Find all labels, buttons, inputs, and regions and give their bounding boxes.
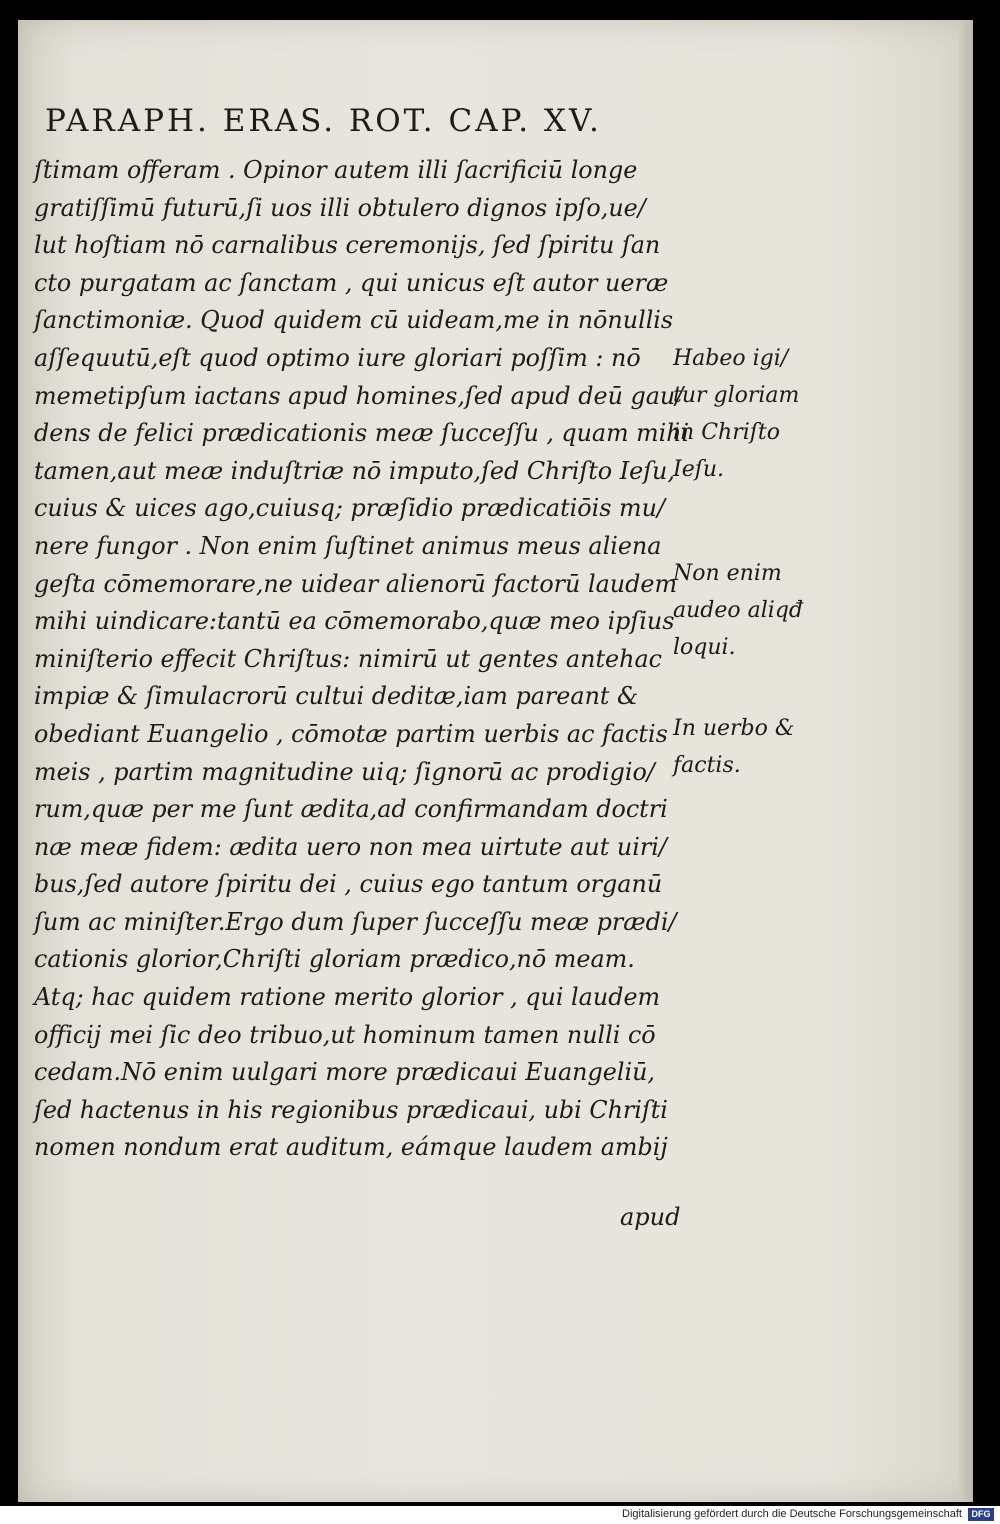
text-line: meis , partim magnitudine uiq; ſignorū ac prodigio/ [34, 757, 655, 786]
marginal-note-line: in Chriſto [673, 420, 780, 445]
text-line: ſum ac miniſter.Ergo dum ſuper ſucceſſu meæ prædi/ [34, 907, 677, 936]
running-head: PARAPH. ERAS. ROT. CAP. XV. [45, 103, 602, 139]
text-line: rum,quæ per me ſunt ædita,ad confirmandam doctri [34, 795, 668, 824]
text-line: miniſterio effecit Chriſtus: nimirū ut gentes antehac [34, 644, 663, 673]
text-line: officij mei ſic deo tribuo,ut hominum tamen nulli cō [34, 1020, 656, 1049]
marginal-note-line: audeo aliqđ [673, 598, 803, 623]
text-line: cto purgatam ac ſanctam , qui unicus eſt autor ueræ [34, 268, 669, 297]
text-line: impiæ & ſimulacrorū cultui deditæ,iam pareant & [34, 682, 639, 711]
main-text-block [34, 152, 694, 1167]
marginal-note-line: factis. [673, 753, 741, 778]
text-line: cationis glorior,Chriſti gloriam prædico,nō meam. [34, 945, 635, 974]
text-line: næ meæ fidem: ædita uero non mea uirtute aut uiri/ [34, 832, 667, 861]
text-line: lut hoſtiam nō carnalibus ceremonijs, ſed ſpiritu ſan [34, 231, 661, 260]
marginal-note-2 [673, 555, 803, 666]
text-line: bus,ſed autore ſpiritu dei , cuius ego tantum organū [34, 870, 663, 899]
text-line: cedam.Nō enim uulgari more prædicaui Euangeliū, [34, 1058, 656, 1087]
marginal-note-line: Ieſu. [673, 457, 725, 482]
marginal-note-line: tur gloriam [673, 383, 800, 408]
text-line: gratiſſimū futurū,ſi uos illi obtulero dignos ipſo,ue/ [34, 193, 646, 222]
marginal-note-3 [673, 710, 794, 784]
page-edge [959, 20, 973, 1502]
marginal-note-1 [673, 340, 799, 488]
text-line: tamen,aut meæ induſtriæ nō imputo,ſed Chriſto Ieſu, [34, 456, 675, 485]
text-line: nere fungor . Non enim ſuſtinet animus meus aliena [34, 531, 662, 560]
catchword: apud [620, 1203, 681, 1231]
text-line: memetipſum iactans apud homines,ſed apud deū gau/ [34, 381, 684, 410]
text-line: aſſequutū,eſt quod optimo iure gloriari poſſim : nō [34, 343, 641, 372]
text-line: geſta cōmemorare,ne uidear alienorū factorū laudem [34, 569, 678, 598]
text-line: nomen nondum erat auditum, eámque laudem ambij [34, 1133, 668, 1162]
text-line: ſanctimoniæ. Quod quidem cū uideam,me in nōnullis [34, 306, 674, 335]
text-line: Atq; hac quidem ratione merito glorior , qui laudem [34, 983, 661, 1012]
text-line: cuius & uices ago,cuiusq; præſidio prædicatiōis mu/ [34, 494, 665, 523]
marginal-note-line: Non enim [673, 561, 782, 586]
text-line: ſtimam offeram . Opinor autem illi ſacrificiū longe [34, 156, 638, 184]
text-line: dens de felici prædicationis meæ ſucceſſu , quam mihi [34, 419, 690, 448]
text-line: obediant Euangelio , cōmotæ partim uerbis ac factis [34, 719, 668, 748]
text-line: mihi uindicare:tantū ea cōmemorabo,quæ meo ipſius [34, 607, 675, 636]
dfg-logo: DFG [968, 1508, 994, 1521]
funding-credit: Digitalisierung gefördert durch die Deutsche Forschungsgemeinschaft [622, 1508, 962, 1520]
marginal-note-line: Habeo igi/ [673, 346, 789, 371]
text-line: ſed hactenus in his regionibus prædicaui, ubi Chriſti [34, 1095, 668, 1124]
marginal-note-line: loqui. [673, 635, 736, 660]
marginal-note-line: In uerbo & [673, 716, 795, 741]
